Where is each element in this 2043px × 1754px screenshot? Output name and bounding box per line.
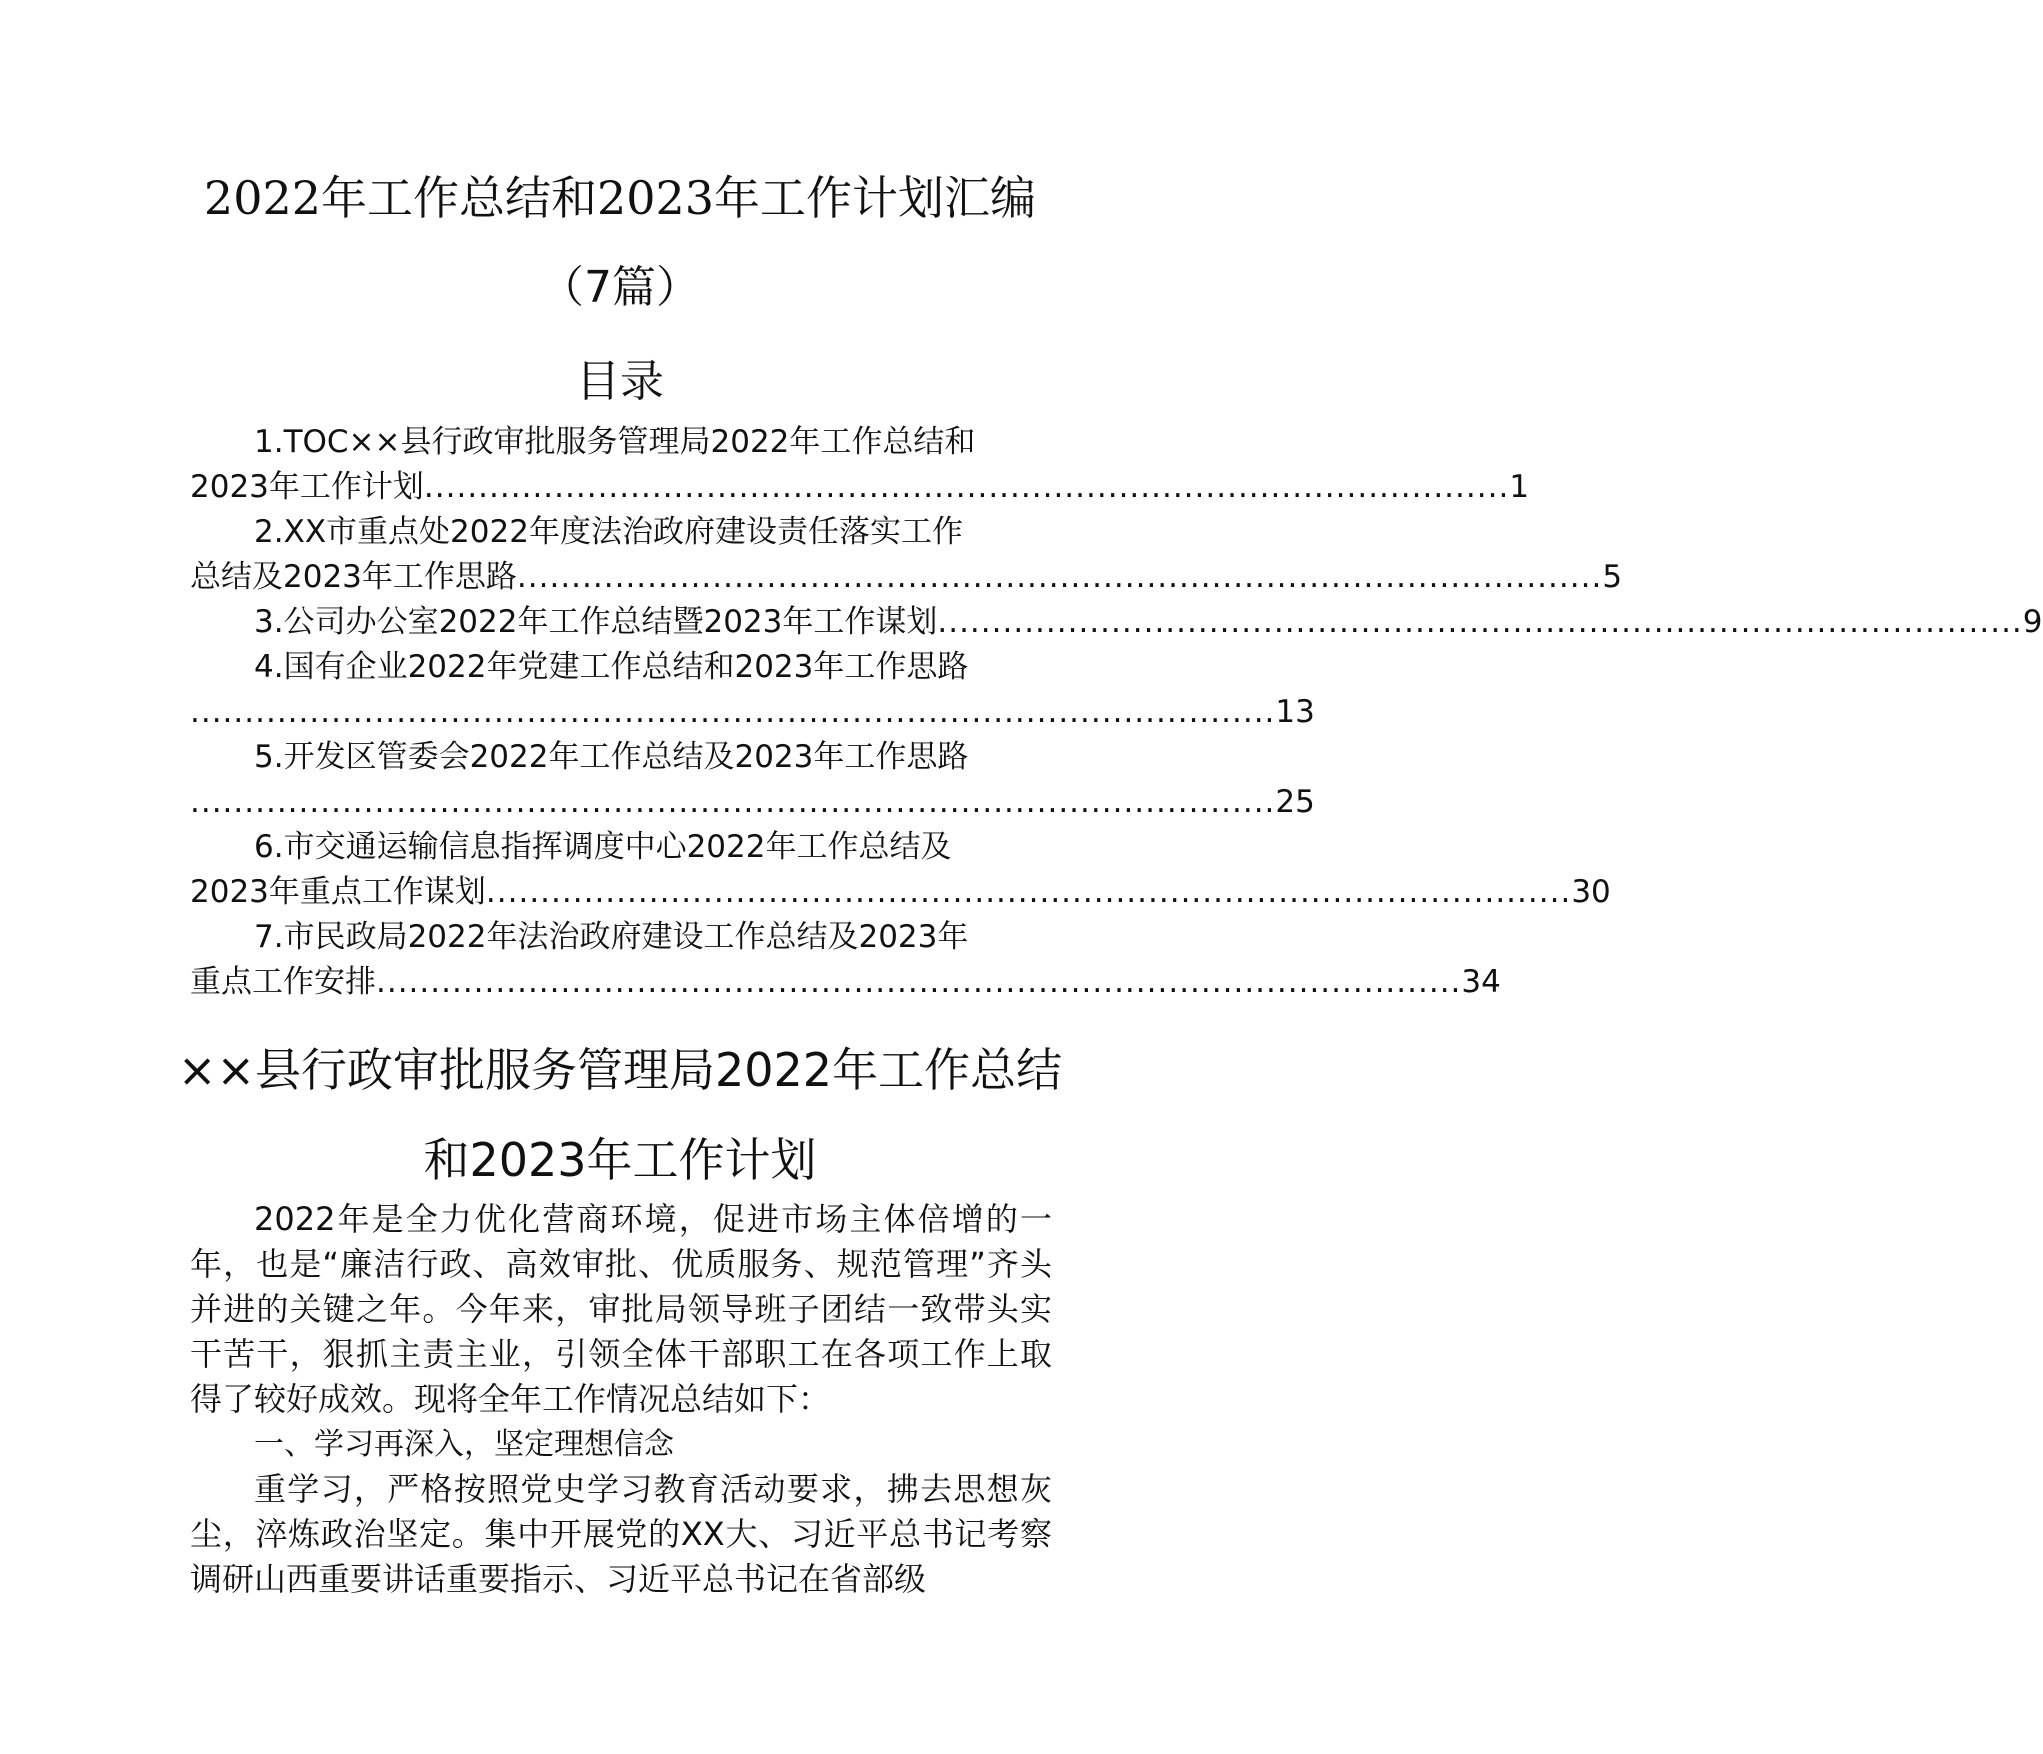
toc-entry-5-text: 5.开发区管委会2022年工作总结及2023年工作思路 [254, 739, 969, 775]
toc-entry-4-text: 4.国有企业2022年党建工作总结和2023年工作思路 [254, 649, 969, 685]
toc-leader-dots: .................................................................................................... [937, 604, 2023, 640]
toc-entry-1-line1[interactable] [190, 420, 1052, 465]
toc-entry-2-line2[interactable] [190, 555, 1623, 600]
toc-entry-1-page: 1 [1509, 469, 1530, 505]
toc-leader-dots: .................................................................................................... [190, 784, 1276, 820]
toc-entry-7-line2[interactable] [190, 960, 1501, 1005]
compilation-title: 2022年工作总结和2023年工作计划汇编 [203, 171, 1037, 225]
toc-leader-dots: .................................................................................................... [190, 694, 1276, 730]
toc-entry-6-line1[interactable] [190, 825, 1052, 870]
toc-leader-dots: .................................................................................................... [516, 559, 1603, 595]
toc-entry-3-line1[interactable] [190, 600, 2043, 645]
article-title-line2: 和2023年工作计划 [423, 1133, 817, 1187]
toc-entry-7-line1[interactable] [190, 915, 1052, 960]
toc-entry-6-text: 6.市交通运输信息指挥调度中心2022年工作总结及 [254, 829, 952, 865]
toc-heading: 目录 [576, 356, 664, 407]
toc-entry-7-continuation: 重点工作安排 [190, 964, 376, 1000]
toc-entry-1-text: 1.TOC××县行政审批服务管理局2022年工作总结和 [254, 424, 976, 460]
toc-entry-6-line2[interactable] [190, 870, 1611, 915]
section-paragraph: 重学习，严格按照党史学习教育活动要求，拂去思想灰尘，淬炼政治坚定。集中开展党的XX大、习近平总书记考察调研山西重要讲话重要指示、习近平总书记在省部级 [190, 1470, 1052, 1598]
toc-entry-1-line2[interactable] [190, 465, 1530, 510]
toc-entry-2-text: 2.XX市重点处2022年度法治政府建设责任落实工作 [254, 514, 963, 550]
section-heading: 一、学习再深入，坚定理想信念 [254, 1427, 674, 1462]
toc-entry-4-line2[interactable] [190, 690, 1315, 735]
toc-entry-7-text: 7.市民政局2022年法治政府建设工作总结及2023年 [254, 919, 969, 955]
toc-entry-4-page: 13 [1275, 694, 1315, 730]
intro-paragraph: 2022年是全力优化营商环境，促进市场主体倍增的一年，也是“廉洁行政、高效审批、优质服务、规范管理”齐头并进的关键之年。今年来，审批局领导班子团结一致带头实干苦干，狠抓主责主业，引领全体干部职工在各项工作上取得了较好成效。现将全年工作情况总结如下： [190, 1200, 1052, 1418]
toc-leader-dots: .................................................................................................... [376, 964, 1462, 1000]
toc-entry-5-page: 25 [1275, 784, 1315, 820]
toc-entry-4-line1[interactable] [190, 645, 1052, 690]
compilation-subtitle: （7篇） [540, 262, 700, 313]
toc-entry-6-continuation: 2023年重点工作谋划 [190, 874, 486, 910]
toc-entry-2-continuation: 总结及2023年工作思路 [190, 559, 517, 595]
toc-entry-2-page: 5 [1602, 559, 1623, 595]
toc-entry-2-line1[interactable] [190, 510, 1052, 555]
toc-entry-3-page: 9 [2022, 604, 2043, 640]
toc-entry-7-page: 34 [1461, 964, 1501, 1000]
article-title-line1: ××县行政审批服务管理局2022年工作总结 [177, 1043, 1063, 1097]
toc-entry-1-continuation: 2023年工作计划 [190, 469, 424, 505]
toc-entry-6-page: 30 [1571, 874, 1611, 910]
article-body [190, 1197, 1052, 1602]
toc-entry-5-line1[interactable] [190, 735, 1052, 780]
toc-entry-5-line2[interactable] [190, 780, 1315, 825]
toc-entry-3-text: 3.公司办公室2022年工作总结暨2023年工作谋划 [254, 604, 938, 640]
toc-leader-dots: .................................................................................................... [485, 874, 1572, 910]
table-of-contents [190, 420, 2043, 1005]
toc-leader-dots: .................................................................................................... [423, 469, 1510, 505]
